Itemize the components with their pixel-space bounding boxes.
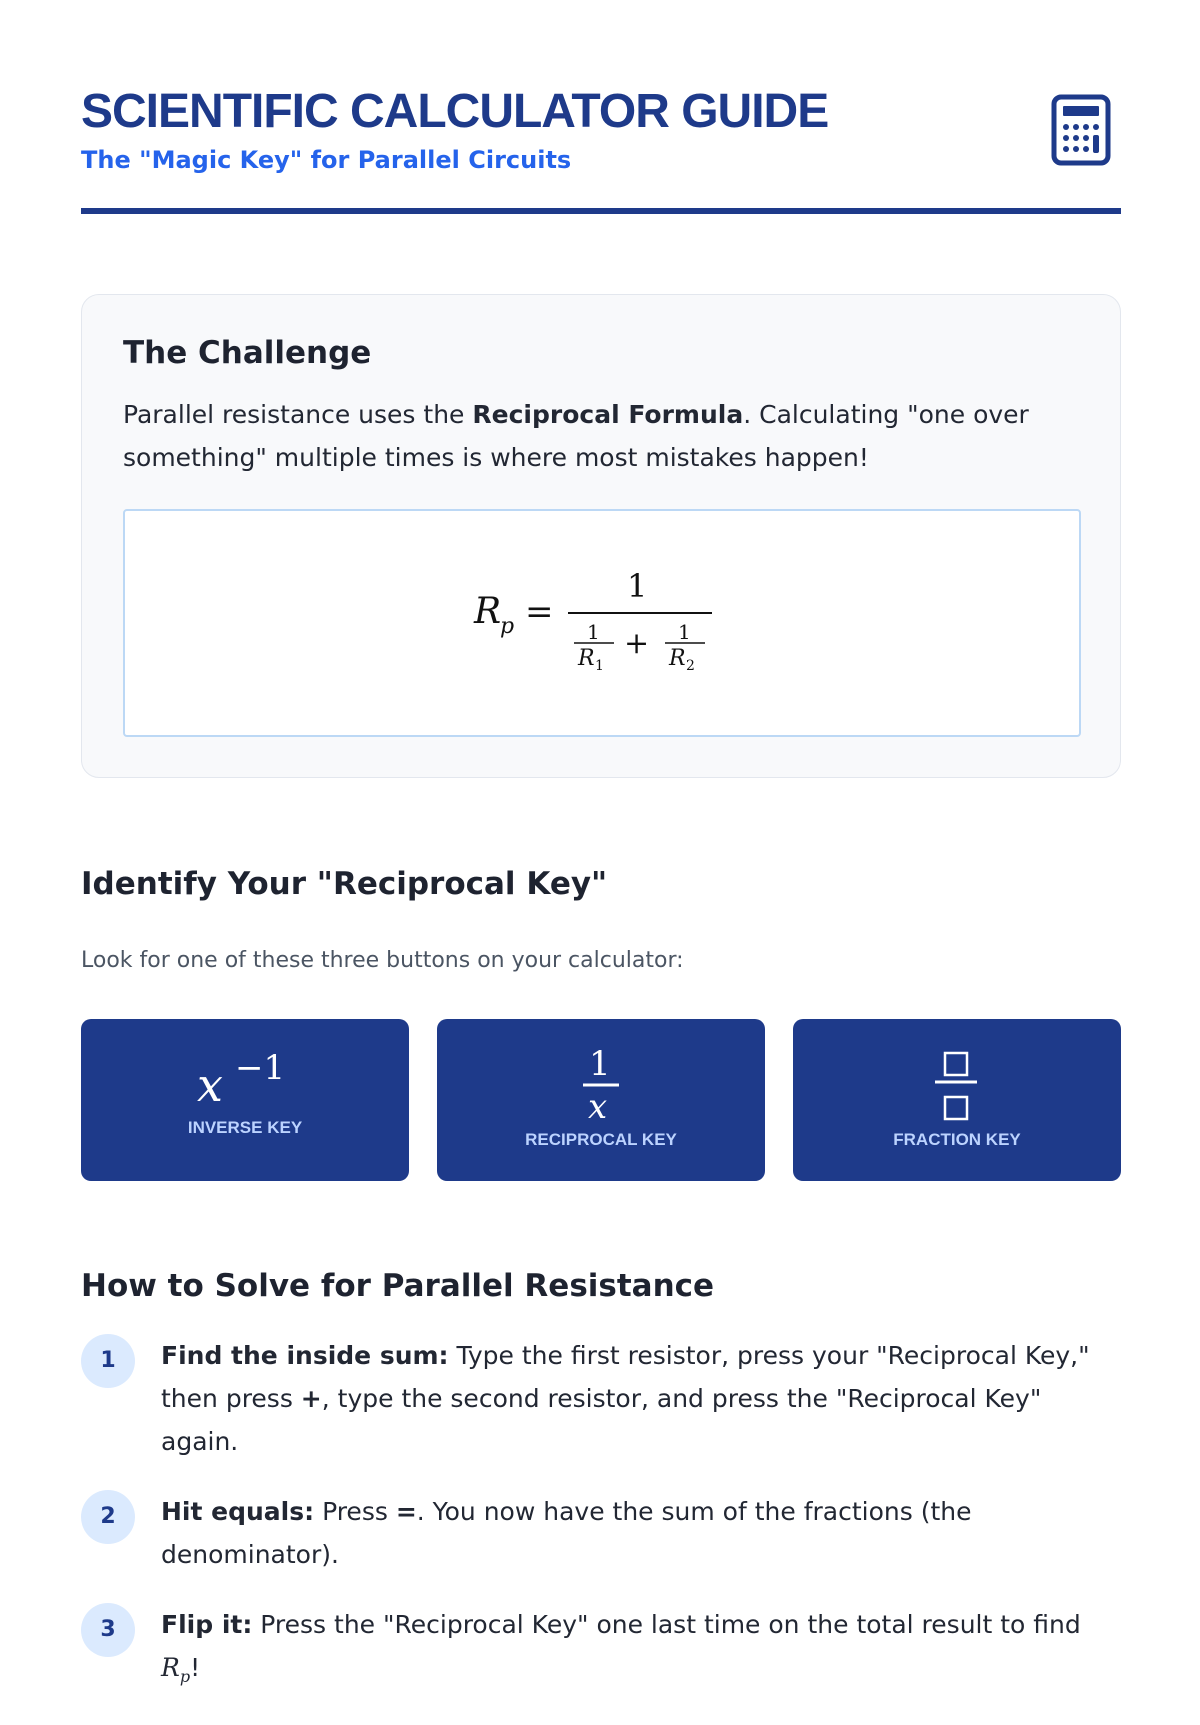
formula-numerator: 1 (627, 567, 648, 605)
formula-lhs: R (474, 591, 502, 632)
formula-term1-sub: 1 (595, 658, 604, 674)
fraction-key-card (793, 1019, 1121, 1181)
challenge-text-part: . Calculating "one over something" multiple times is where most mistakes happen! (123, 400, 1029, 472)
inverse-key-base: x (197, 1058, 223, 1112)
step-number-badge: 2 (81, 1490, 135, 1544)
formula-equals: = (525, 592, 554, 632)
formula-box (123, 509, 1081, 737)
formula-term1-den: R (578, 646, 595, 671)
step-key: = (395, 1497, 417, 1526)
step-item (81, 1334, 1126, 1463)
identify-hint: Look for one of these three buttons on your calculator: (81, 948, 684, 973)
step-variable-sub: p (179, 1667, 191, 1686)
challenge-heading: The Challenge (123, 335, 372, 371)
step-title: Hit equals: (161, 1497, 315, 1526)
fraction-key-label: FRACTION KEY (893, 1130, 1021, 1149)
formula-plus: + (624, 626, 650, 661)
step-text: , type the second resistor, and press the "Reciprocal Key" again. (161, 1384, 1042, 1456)
page-subtitle: The "Magic Key" for Parallel Circuits (81, 146, 572, 174)
step-title: Find the inside sum: (161, 1341, 449, 1370)
fraction-key-symbol (793, 1019, 1121, 1181)
reciprocal-key-num: 1 (589, 1044, 611, 1084)
steps-list (81, 1334, 1126, 1725)
formula-term2-num: 1 (678, 620, 691, 644)
fraction-key-top-box (945, 1053, 967, 1075)
step-variable: R (161, 1653, 180, 1682)
step-item (81, 1603, 1126, 1698)
step-text: Press (314, 1497, 396, 1526)
step-key: + (300, 1384, 322, 1413)
fraction-key-bottom-box (945, 1097, 967, 1119)
challenge-card (81, 294, 1121, 778)
challenge-text-part: Parallel resistance uses the (123, 400, 473, 429)
inverse-key-card (81, 1019, 409, 1181)
reciprocal-key-card (437, 1019, 765, 1181)
formula-lhs-sub: p (500, 614, 515, 639)
page-title: SCIENTIFIC CALCULATOR GUIDE (81, 85, 829, 138)
solve-heading: How to Solve for Parallel Resistance (81, 1268, 715, 1304)
reciprocal-key-label: RECIPROCAL KEY (525, 1130, 677, 1149)
key-cards (81, 1019, 1121, 1181)
inverse-key-exponent: −1 (235, 1048, 286, 1088)
parallel-formula (125, 511, 1079, 735)
step-number-badge: 1 (81, 1334, 135, 1388)
step-number-badge: 3 (81, 1603, 135, 1657)
formula-term2-sub: 2 (686, 658, 695, 674)
step-text: . You now have the sum of the fractions (the denominator). (161, 1497, 972, 1569)
page-header (81, 86, 1121, 214)
step-item (81, 1490, 1126, 1576)
inverse-key-symbol (81, 1019, 409, 1181)
step-title: Flip it: (161, 1610, 253, 1639)
identify-heading: Identify Your "Reciprocal Key" (81, 866, 608, 902)
step-text: Type the first resistor, press your "Reciprocal Key," then press (161, 1341, 1090, 1413)
calculator-icon (1051, 94, 1111, 166)
challenge-text-bold: Reciprocal Formula (472, 400, 744, 429)
challenge-text (123, 393, 1080, 479)
formula-term1-num: 1 (587, 620, 600, 644)
formula-term2-den: R (669, 646, 686, 671)
reciprocal-key-symbol (437, 1019, 765, 1181)
step-text: Press the "Reciprocal Key" one last time on the total result to find (252, 1610, 1081, 1639)
step-text: ! (190, 1653, 201, 1682)
inverse-key-label: INVERSE KEY (187, 1118, 303, 1137)
reciprocal-key-den: x (588, 1087, 608, 1127)
